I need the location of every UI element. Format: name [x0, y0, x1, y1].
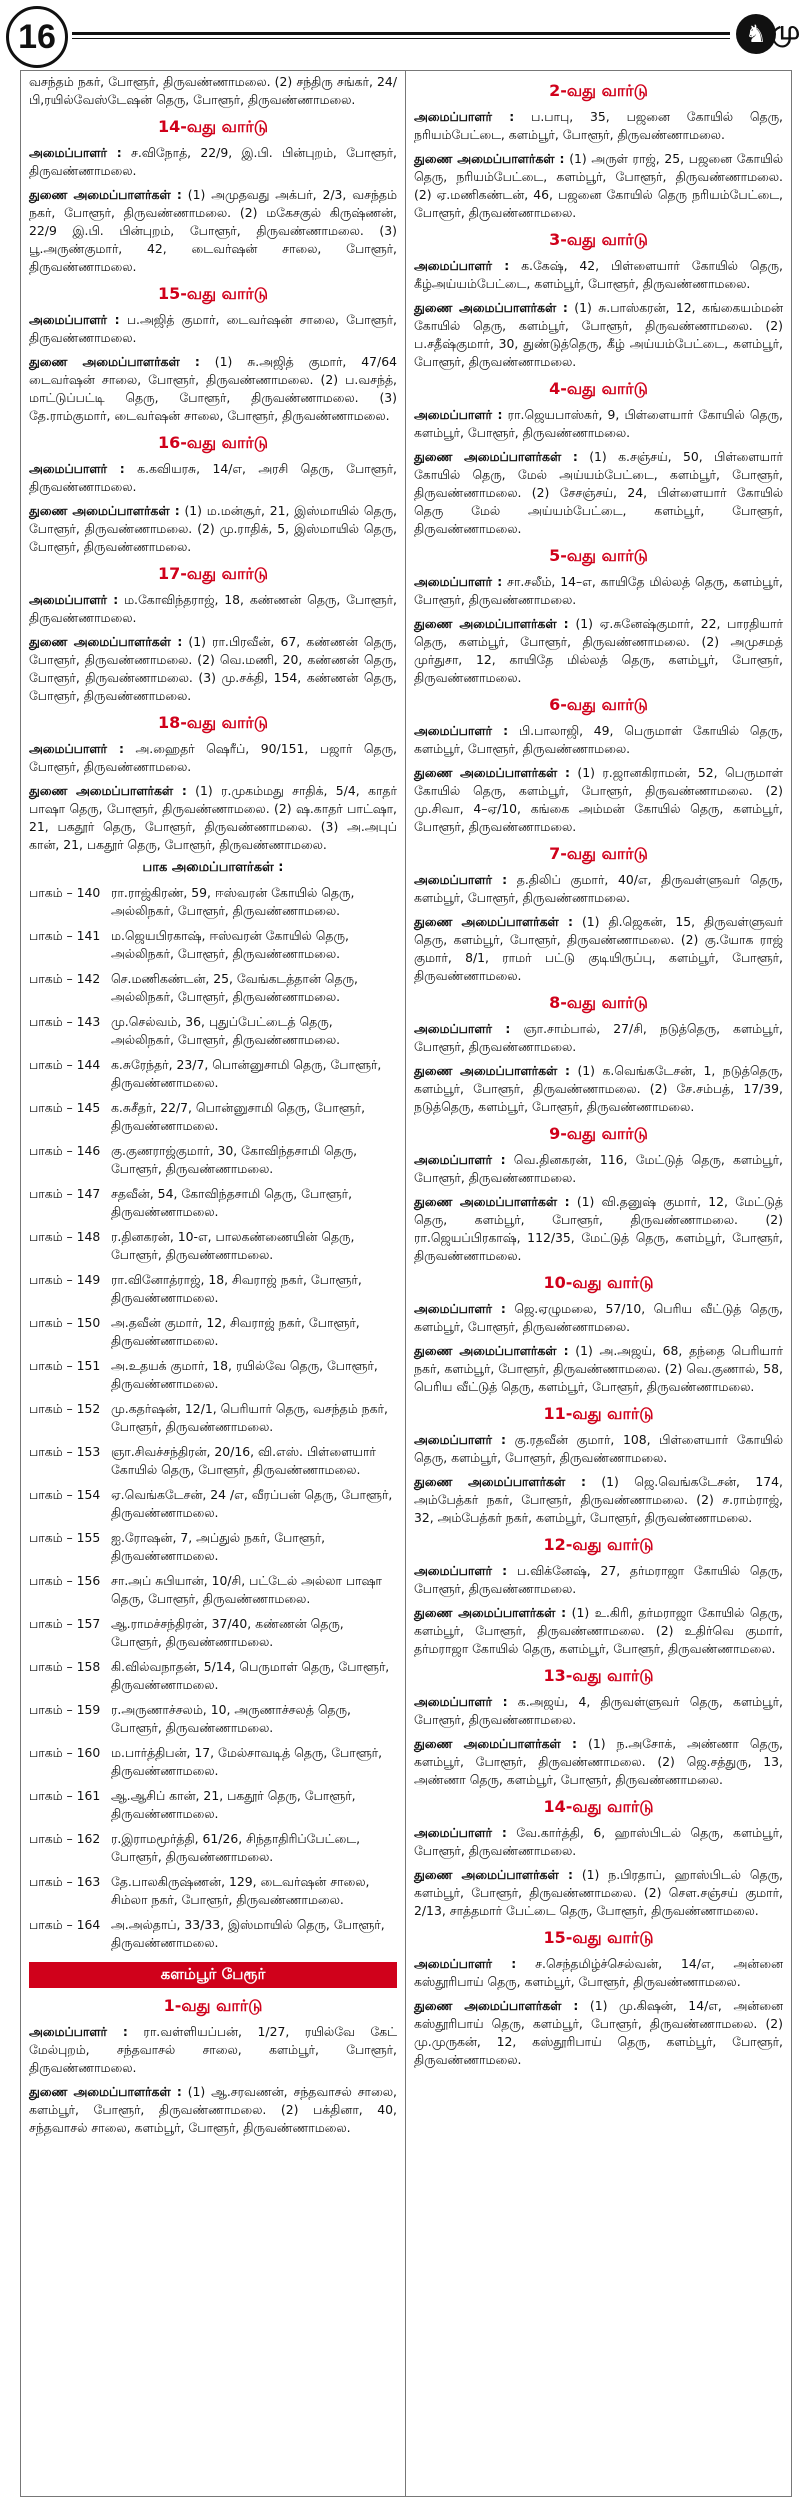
- ward-heading: 9-வது வார்டு: [549, 1124, 648, 1143]
- booth-organiser: கி.வில்வநாதன், 5/14, பெருமாள் தெரு, போளூர், திருவண்ணாமலை.: [111, 1659, 390, 1692]
- ward-organiser: [414, 871, 783, 907]
- booth-row: [29, 1615, 397, 1651]
- booth-number: பாகம் – 159: [29, 1702, 101, 1717]
- organiser-details: ப.அஜித் குமார், டைவர்ஷன் சாலை, போளூர், திருவண்ணாமலை.: [29, 312, 397, 345]
- booth-number: பாகம் – 153: [29, 1444, 101, 1459]
- ward-heading: 6-வது வார்டு: [549, 695, 648, 714]
- organiser-details: ம.கோவிந்தராஜ், 18, கண்ணன் தெரு, போளூர், திருவண்ணாமலை.: [29, 592, 397, 625]
- ward-heading: 7-வது வார்டு: [549, 844, 648, 863]
- ward-heading: 12-வது வார்டு: [543, 1535, 654, 1554]
- deputies-details: (1) ந.பிரதாப், ஹாஸ்பிடல் தெரு, களம்பூர், போளூர், திருவண்ணாமலை. (2) செள.சஞ்சய் குமார், 2/13, சாத்தமார் பேட்டை தெரு, போளூர், திருவண்ணாமலை.: [414, 1867, 783, 1918]
- deputies-details: (1) ந.அசோக், அண்ணா தெரு, களம்பூர், போளூர், திருவண்ணாமலை. (2) ஜெ.சத்துரு, 13, அண்ணா தெரு, களம்பூர், போளூர், திருவண்ணாமலை.: [414, 1736, 783, 1787]
- booth-number: பாகம் – 157: [29, 1616, 101, 1631]
- organiser-label: அமைப்பாளர் :: [414, 1694, 508, 1709]
- organiser-label: அமைப்பாளர் :: [414, 723, 509, 738]
- deputies-label: துணை அமைப்பாளர்கள் :: [414, 1343, 569, 1358]
- deputies-details: (1) சு.பாஸ்கரன், 12, கங்கையம்மன் கோயில் தெரு, களம்பூர், போளூர், திருவண்ணாமலை. (2) ப.சதீஷ்குமார், 30, துண்டுத்தெரு, கீழ் அய்யம்பேட்டை, களம்பூர், போளூர், திருவண்ணாமலை.: [414, 300, 783, 369]
- booth-row: [29, 1873, 397, 1909]
- deputies-label: துணை அமைப்பாளர்கள் :: [414, 914, 573, 929]
- organiser-label: அமைப்பாளர் :: [414, 1956, 517, 1971]
- deputies-label: துணை அமைப்பாளர்கள் :: [29, 503, 180, 518]
- organiser-details: ச.விநோத், 22/9, இ.பி. பின்புறம், போளூர், திருவண்ணாமலை.: [29, 145, 397, 178]
- ward-deputies: [414, 1604, 783, 1658]
- masthead-fragment: மு: [771, 16, 800, 46]
- organiser-label: அமைப்பாளர் :: [29, 592, 119, 607]
- booth-number: பாகம் – 158: [29, 1659, 101, 1674]
- booth-row: [29, 1787, 397, 1823]
- ward-deputies: [414, 615, 783, 687]
- booth-organiser: அ.தவீன் குமார், 12, சிவராஜ் நகர், போளூர், திருவண்ணாமலை.: [111, 1315, 360, 1348]
- header-rule-thin: [72, 38, 730, 39]
- ward-deputies: [414, 1193, 783, 1265]
- organiser-label: அமைப்பாளர் :: [414, 574, 503, 589]
- header-rule: [72, 32, 730, 35]
- organiser-details: ரா.ஜெயபாஸ்கர், 9, பிள்ளையார் கோயில் தெரு, களம்பூர், போளூர், திருவண்ணாமலை.: [414, 407, 783, 440]
- ward-organiser: [414, 722, 783, 758]
- ward-deputies: [29, 2083, 397, 2137]
- ward-heading: 5-வது வார்டு: [549, 546, 648, 565]
- deputies-details: (1) க.சஞ்சய், 50, பிள்ளையார் கோயில் தெரு, மேல் அய்யம்பேட்டை, களம்பூர், போளூர், திருவண்ணாமலை. (2) சேசஞ்சய், 24, பிள்ளையார் கோயில் தெரு மேல் அய்யம்பேட்டை, களம்பூர், போளூர், திருவண்ணாமலை.: [414, 449, 783, 536]
- deputies-details: (1) மு.கிஷன், 14/எ, அன்னை கஸ்தூரிபாய் தெரு, களம்பூர், போளூர், திருவண்ணாமலை. (2) மு.முருகன், 12, கஸ்தூரிபாய் தெரு, களம்பூர், போளூர், திருவண்ணாமலை.: [414, 1998, 783, 2067]
- booth-number: பாகம் – 150: [29, 1315, 101, 1330]
- booth-number: பாகம் – 142: [29, 971, 101, 986]
- booth-row: [29, 1744, 397, 1780]
- ward-heading: 3-வது வார்டு: [549, 230, 648, 249]
- booth-row: [29, 1658, 397, 1694]
- booth-row: [29, 1314, 397, 1350]
- organiser-label: அமைப்பாளர் :: [29, 145, 122, 160]
- booth-row: [29, 1271, 397, 1307]
- booth-number: பாகம் – 155: [29, 1530, 101, 1545]
- booth-number: பாகம் – 148: [29, 1229, 101, 1244]
- booth-row: [29, 884, 397, 920]
- booth-row: [29, 1443, 397, 1479]
- organiser-label: அமைப்பாளர் :: [414, 1432, 507, 1447]
- organiser-details: க.அஜய், 4, திருவள்ளுவர் தெரு, களம்பூர், போளூர், திருவண்ணாமலை.: [414, 1694, 783, 1727]
- ward-heading: 8-வது வார்டு: [549, 993, 648, 1012]
- organiser-details: சா.சலீம், 14–எ, காயிதே மில்லத் தெரு, களம்பூர், போளூர், திருவண்ணாமலை.: [414, 574, 783, 607]
- organiser-label: அமைப்பாளர் :: [414, 1152, 506, 1167]
- booth-organiser: தே.பாலகிருஷ்ணன், 129, டைவர்ஷன் சாலை, சிம்லா நகர், போளூர், திருவண்ணாமலை.: [111, 1874, 370, 1907]
- ward-heading: 17-வது வார்டு: [158, 564, 268, 583]
- deputies-label: துணை அமைப்பாளர்கள் :: [29, 634, 183, 649]
- organiser-label: அமைப்பாளர் :: [414, 407, 503, 422]
- deputies-details: (1) ரா.பிரவீன், 67, கண்ணன் தெரு, போளூர், திருவண்ணாமலை. (2) வெ.மணி, 20, கண்ணன் தெரு, போளூர், திருவண்ணாமலை. (3) மு.சக்தி, 154, கண்ணன் தெரு, போளூர், திருவண்ணாமலை.: [29, 634, 397, 703]
- booth-number: பாகம் – 144: [29, 1057, 101, 1072]
- organiser-details: ப.பாபு, 35, பஜனை கோயில் தெரு, நரியம்பேட்டை, களம்பூர், போளூர், திருவண்ணாமலை.: [414, 109, 783, 142]
- booth-number: பாகம் – 149: [29, 1272, 101, 1287]
- booth-row: [29, 1099, 397, 1135]
- booth-row: [29, 1185, 397, 1221]
- deputies-label: துணை அமைப்பாளர்கள் :: [414, 1998, 579, 2013]
- article-body: [20, 70, 792, 2497]
- deputies-details: (1) வி.தனுஷ் குமார், 12, மேட்டுத் தெரு, களம்பூர், போளூர், திருவண்ணாமலை. (2) ரா.ஜெயப்பிரகாஷ், 112/35, மேட்டுத் தெரு, களம்பூர், போளூர், திருவண்ணாமலை.: [414, 1194, 783, 1263]
- deputies-label: துணை அமைப்பாளர்கள் :: [414, 1474, 586, 1489]
- booth-organiser: க.சுசீதர், 22/7, பொன்னுசாமி தெரு, போளூர், திருவண்ணாமலை.: [111, 1100, 366, 1133]
- booth-number: பாகம் – 151: [29, 1358, 101, 1373]
- booth-number: பாகம் – 146: [29, 1143, 101, 1158]
- deputies-label: துணை அமைப்பாளர்கள் :: [414, 765, 570, 780]
- ward-heading: 10-வது வார்டு: [543, 1273, 654, 1292]
- booth-organiser: சா.அப் சுபியான், 10/சி, பட்டேல் அல்லா பாஷா தெரு, போளூர், திருவண்ணாமலை.: [111, 1573, 382, 1606]
- ward-heading: 15-வது வார்டு: [158, 284, 268, 303]
- ward-deputies: [414, 1997, 783, 2069]
- ward-heading: 2-வது வார்டு: [549, 81, 648, 100]
- booth-organiser: மு.கதர்ஷன், 12/1, பெரியார் தெரு, வசந்தம் நகர், போளூர், திருவண்ணாமலை.: [111, 1401, 388, 1434]
- organiser-label: அமைப்பாளர் :: [29, 461, 125, 476]
- ward-organiser: [414, 108, 783, 144]
- ward-heading: 16-வது வார்டு: [158, 433, 268, 452]
- ward-organiser: [414, 1151, 783, 1187]
- intro-paragraph: வசந்தம் நகர், போளூர், திருவண்ணாமலை. (2) சந்திரு சங்கர், 24/பி,ரயில்வேஸ்டேஷன் தெரு, போளூர், திருவண்ணாமலை.: [29, 74, 397, 107]
- ward-heading: 11-வது வார்டு: [543, 1404, 654, 1423]
- booth-row: [29, 970, 397, 1006]
- booth-organiser: ரா.ராஜ்கிரண், 59, ஈஸ்வரன் கோயில் தெரு, அல்லிநகர், போளூர், திருவண்ணாமலை.: [111, 885, 355, 918]
- deputies-label: துணை அமைப்பாளர்கள் :: [29, 2084, 182, 2099]
- booth-organiser: செ.மணிகண்டன், 25, வேங்கடத்தான் தெரு, அல்லிநகர், போளூர், திருவண்ணாமலை.: [111, 971, 358, 1004]
- deputies-label: துணை அமைப்பாளர்கள் :: [414, 1867, 573, 1882]
- booth-row: [29, 1916, 397, 1952]
- ward-heading: 13-வது வார்டு: [543, 1666, 654, 1685]
- ward-organiser: [414, 257, 783, 293]
- booth-organiser: சதவீன், 54, கோவிந்தசாமி தெரு, போளூர், திருவண்ணாமலை.: [111, 1186, 353, 1219]
- booth-organiser: ரா.வினோத்ராஜ், 18, சிவராஜ் நகர், போளூர், திருவண்ணாமலை.: [111, 1272, 362, 1305]
- organiser-details: ச.செந்தமிழ்ச்செல்வன், 14/எ, அன்னை கஸ்தூரிபாய் தெரு, களம்பூர், போளூர், திருவண்ணாமலை.: [414, 1956, 783, 1989]
- booth-row: [29, 1486, 397, 1522]
- organiser-details: ஜெ.ஏழுமலை, 57/10, பெரிய வீட்டுத் தெரு, களம்பூர், போளூர், திருவண்ணாமலை.: [414, 1301, 783, 1334]
- booth-row: [29, 1056, 397, 1092]
- deputies-label: துணை அமைப்பாளர்கள் :: [414, 1736, 578, 1751]
- ward-deputies: [29, 633, 397, 705]
- deputies-details: (1) ஜெ.வெங்கடேசன், 174, அம்பேத்கர் நகர், போளூர், திருவண்ணாமலை. (2) ச.ராம்ராஜ், 32, அம்பேத்கர் நகர், களம்பூர், போளூர், திருவண்ணாமலை.: [414, 1474, 783, 1525]
- booth-row: [29, 1572, 397, 1608]
- ward-deputies: [29, 782, 397, 854]
- page-number: 16: [6, 6, 68, 68]
- booth-organiser: அ.உதயக் குமார், 18, ரயில்வே தெரு, போளூர், திருவண்ணாமலை.: [111, 1358, 378, 1391]
- ward-organiser: [414, 1300, 783, 1336]
- ward-heading: 4-வது வார்டு: [549, 379, 648, 398]
- deputies-label: துணை அமைப்பாளர்கள் :: [414, 1605, 567, 1620]
- ward-organiser: [29, 591, 397, 627]
- booth-number: பாகம் – 163: [29, 1874, 101, 1889]
- organiser-details: ஞா.சாம்பால், 27/சி, நடுத்தெரு, களம்பூர், போளூர், திருவண்ணாமலை.: [414, 1021, 783, 1054]
- booth-row: [29, 1400, 397, 1436]
- right-column: [406, 71, 791, 2496]
- deputies-label: துணை அமைப்பாளர்கள் :: [414, 1063, 570, 1078]
- deputies-label: துணை அமைப்பாளர்கள் :: [29, 187, 182, 202]
- booth-row: [29, 1013, 397, 1049]
- booth-organiser: ஆ.ராமச்சந்திரன், 37/40, கண்ணன் தெரு, போளூர், திருவண்ணாமலை.: [111, 1616, 344, 1649]
- booth-number: பாகம் – 160: [29, 1745, 101, 1760]
- ward-deputies: [414, 448, 783, 538]
- organiser-label: அமைப்பாளர் :: [414, 1301, 506, 1316]
- booth-row: [29, 1830, 397, 1866]
- left-column: [21, 71, 406, 2496]
- deputies-details: (1) ர.முகம்மது சாதிக், 5/4, காதர் பாஷா தெரு, போளூர், திருவண்ணாமலை. (2) ஷ.காதர் பாட்ஷா, 21, பகதூர் தெரு, போளூர், திருவண்ணாமலை. (3) அ.அபுப் கான், 21, பகதூர் தெரு, போளூர், திருவண்ணாமலை.: [29, 783, 397, 852]
- ward-organiser: [414, 1955, 783, 1991]
- organiser-details: வெ.தினகரன், 116, மேட்டுத் தெரு, களம்பூர், போளூர், திருவண்ணாமலை.: [414, 1152, 783, 1185]
- organiser-details: க.கேஷ், 42, பிள்ளையார் கோயில் தெரு, கீழ்அய்யம்பேட்டை, களம்பூர், போளூர், திருவண்ணாமலை.: [414, 258, 783, 291]
- booth-number: பாகம் – 154: [29, 1487, 101, 1502]
- organiser-details: ரா.வள்ளியப்பன், 1/27, ரயில்வே கேட் மேல்புறம், சந்தவாசல் சாலை, களம்பூர், போளூர், திருவண்ணாமலை.: [29, 2024, 397, 2075]
- organiser-label: அமைப்பாளர் :: [414, 109, 515, 124]
- ward-deputies: [414, 1062, 783, 1116]
- elephant-logo-icon: ♞: [736, 14, 776, 54]
- organiser-label: அமைப்பாளர் :: [414, 1825, 507, 1840]
- ward-organiser: [414, 1562, 783, 1598]
- ward-deputies: [414, 1735, 783, 1789]
- ward-organiser: [29, 460, 397, 496]
- ward-deputies: [414, 913, 783, 985]
- ward-heading: 1-வது வார்டு: [163, 1996, 263, 2015]
- organiser-details: அ.ஹைதர் ஷெரீப், 90/151, பஜார் தெரு, போளூர், திருவண்ணாமலை.: [29, 741, 397, 774]
- ward-organiser: [414, 1693, 783, 1729]
- booth-organiser: ம.ஜெயபிரகாஷ், ஈஸ்வரன் கோயில் தெரு, அல்லிநகர், போளூர், திருவண்ணாமலை.: [111, 928, 349, 961]
- booth-organiser: கு.குணராஜ்குமார், 30, கோவிந்தசாமி தெரு, போளூர், திருவண்ணாமலை.: [111, 1143, 358, 1176]
- organiser-details: க.கவியரசு, 14/எ, அரசி தெரு, போளூர், திருவண்ணாமலை.: [29, 461, 397, 494]
- ward-organiser: [29, 144, 397, 180]
- deputies-details: (1) அமுதவது அக்பர், 2/3, வசந்தம் நகர், போளூர், திருவண்ணாமலை. (2) மகேசகுல் கிருஷ்ணன், 22/9 இ.பி. பின்புறம், போளூர், திருவண்ணாமலை. (3) பூ.அருண்குமார், 42, டைவர்ஷன் சாலை, போளூர், திருவண்ணாமலை.: [29, 187, 397, 274]
- organiser-label: அமைப்பாளர் :: [29, 312, 120, 327]
- organiser-details: பி.பாலாஜி, 49, பெருமாள் கோயில் தெரு, களம்பூர், போளூர், திருவண்ணாமலை.: [414, 723, 783, 756]
- section-banner: களம்பூர் பேரூர்: [29, 1962, 397, 1988]
- ward-organiser: [414, 1020, 783, 1056]
- booth-row: [29, 1529, 397, 1565]
- ward-organiser: [29, 311, 397, 347]
- organiser-label: அமைப்பாளர் :: [29, 2024, 128, 2039]
- booth-organiser: மு.செல்வம், 36, புதுப்பேட்டைத் தெரு, அல்லிநகர், போளூர், திருவண்ணாமலை.: [111, 1014, 341, 1047]
- section-subheading: பாக அமைப்பாளர்கள் :: [142, 860, 284, 875]
- deputies-label: துணை அமைப்பாளர்கள் :: [29, 354, 200, 369]
- deputies-details: (1) ர.ஜானகிராமன், 52, பெருமாள் கோயில் தெரு, களம்பூர், போளூர், திருவண்ணாமலை. (2) மு.சிவா, 4–ஏ/10, கங்கை அம்மன் கோயில் தெரு, களம்பூர், போளூர், திருவண்ணாமலை.: [414, 765, 783, 834]
- booth-organiser: ர.இராமமூர்த்தி, 61/26, சிந்தாதிரிப்பேட்டை, போளூர், திருவண்ணாமலை.: [111, 1831, 361, 1864]
- ward-deputies: [29, 186, 397, 276]
- booth-number: பாகம் – 152: [29, 1401, 101, 1416]
- booth-row: [29, 1357, 397, 1393]
- booth-organiser: ம.பார்த்திபன், 17, மேல்சாவடித் தெரு, போளூர், திருவண்ணாமலை.: [111, 1745, 383, 1778]
- booth-organiser: அ.அல்தாப், 33/33, இஸ்மாயில் தெரு, போளூர், திருவண்ணாமலை.: [111, 1917, 385, 1950]
- ward-heading: 14-வது வார்டு: [158, 117, 268, 136]
- deputies-details: (1) சு.அஜித் குமார், 47/64 டைவர்ஷன் சாலை, போளூர், திருவண்ணாமலை. (2) ப.வசந்த், மாட்டுப்பட்டி தெரு, போளூர், திருவண்ணாமலை. (3) தே.ராம்குமார், டைவர்ஷன் சாலை, போளூர், திருவண்ணாமலை.: [29, 354, 397, 423]
- booth-number: பாகம் – 145: [29, 1100, 101, 1115]
- deputies-details: (1) ம.மன்சூர், 21, இஸ்மாயில் தெரு, போளூர், திருவண்ணாமலை. (2) மு.ராதிக், 5, இஸ்மாயில் தெரு, போளூர், திருவண்ணாமலை.: [29, 503, 397, 554]
- deputies-details: (1) ஆ.சரவணன், சந்தவாசல் சாலை, களம்பூர், போளூர், திருவண்ணாமலை. (2) பக்தினா, 40, சந்தவாசல் சாலை, களம்பூர், போளூர், திருவண்ணாமலை.: [29, 2084, 397, 2135]
- ward-deputies: [414, 764, 783, 836]
- organiser-details: வே.கார்த்தி, 6, ஹாஸ்பிடல் தெரு, களம்பூர், போளூர், திருவண்ணாமலை.: [414, 1825, 783, 1858]
- ward-deputies: [414, 299, 783, 371]
- booth-organiser: ஞா.சிவச்சந்திரன், 20/16, வி.எஸ். பிள்ளையார் கோயில் தெரு, போளூர், திருவண்ணாமலை.: [111, 1444, 376, 1477]
- ward-organiser: [414, 573, 783, 609]
- ward-organiser: [414, 1824, 783, 1860]
- organiser-details: கு.ரதவீன் குமார், 108, பிள்ளையார் கோயில் தெரு, களம்பூர், போளூர், திருவண்ணாமலை.: [414, 1432, 783, 1465]
- deputies-label: துணை அமைப்பாளர்கள் :: [29, 783, 187, 798]
- ward-organiser: [414, 406, 783, 442]
- ward-deputies: [414, 1866, 783, 1920]
- ward-organiser: [29, 2023, 397, 2077]
- deputies-label: துணை அமைப்பாளர்கள் :: [414, 616, 569, 631]
- ward-deputies: [414, 1342, 783, 1396]
- ward-organiser: [29, 740, 397, 776]
- deputies-label: துணை அமைப்பாளர்கள் :: [414, 449, 578, 464]
- booth-number: பாகம் – 164: [29, 1917, 101, 1932]
- ward-deputies: [29, 502, 397, 556]
- ward-heading: 15-வது வார்டு: [543, 1928, 654, 1947]
- booth-organiser: ர.அருணாச்சலம், 10, அருணாச்சலத் தெரு, போளூர், திருவண்ணாமலை.: [111, 1702, 351, 1735]
- ward-deputies: [29, 353, 397, 425]
- booth-number: பாகம் – 140: [29, 885, 101, 900]
- organiser-label: அமைப்பாளர் :: [414, 872, 508, 887]
- deputies-details: (1) ஏ.சுனேஷ்குமார், 22, பாரதியார் தெரு, களம்பூர், போளூர், திருவண்ணாமலை. (2) அமுசமத் முர்துசா, 12, காயிதே மில்லத் தெரு, களம்பூர், போளூர், திருவண்ணாமலை.: [414, 616, 783, 685]
- deputies-details: (1) அருள் ராஜ், 25, பஜனை கோயில் தெரு, நரியம்பேட்டை, களம்பூர், போளூர், திருவண்ணாமலை. (2) ஏ.மணிகண்டன், 46, பஜனை கோயில் தெரு நரியம்பேட்டை, போளூர், திருவண்ணாமலை.: [414, 151, 783, 220]
- deputies-details: (1) அ.அஜய், 68, தந்தை பெரியார் நகர், களம்பூர், போளூர், திருவண்ணாமலை. (2) வெ.குணால், 58, பெரிய வீட்டுத் தெரு, களம்பூர், போளூர், திருவண்ணாமலை.: [414, 1343, 783, 1394]
- booth-organiser: ஆ.ஆசிப் கான், 21, பகதூர் தெரு, போளூர், திருவண்ணாமலை.: [111, 1788, 356, 1821]
- organiser-label: அமைப்பாளர் :: [29, 741, 124, 756]
- booth-row: [29, 1228, 397, 1264]
- booth-organiser: ஐ.ரோஷன், 7, அப்துல் நகர், போளூர், திருவண்ணாமலை.: [111, 1530, 326, 1563]
- deputies-details: (1) க.வெங்கடேசன், 1, நடுத்தெரு, களம்பூர், போளூர், திருவண்ணாமலை. (2) சே.சம்பத், 17/39, நடுத்தெரு, களம்பூர், போளூர், திருவண்ணாமலை.: [414, 1063, 783, 1114]
- booth-organiser: க.சுரேந்தர், 23/7, பொன்னுசாமி தெரு, போளூர், திருவண்ணாமலை.: [111, 1057, 382, 1090]
- deputies-details: (1) உ.கிரி, தர்மராஜா கோயில் தெரு, களம்பூர், போளூர், திருவண்ணாமலை. (2) உதிர்வெ குமார், தர்மராஜா கோயில் தெரு, களம்பூர், போளூர், திருவண்ணாமலை.: [414, 1605, 783, 1656]
- booth-organiser: ஏ.வெங்கடேசன், 24 /எ, வீரப்பன் தெரு, போளூர், திருவண்ணாமலை.: [111, 1487, 393, 1520]
- ward-organiser: [414, 1431, 783, 1467]
- ward-deputies: [414, 150, 783, 222]
- deputies-details: (1) தி.ஜெகன், 15, திருவள்ளுவர் தெரு, களம்பூர், போளூர், திருவண்ணாமலை. (2) கு.யோக ராஜ் குமார், 8/1, ராமர் பட்டு குடியிருப்பு, களம்பூர், போளூர், திருவண்ணாமலை.: [414, 914, 783, 983]
- booth-row: [29, 927, 397, 963]
- ward-heading: 18-வது வார்டு: [158, 713, 268, 732]
- booth-number: பாகம் – 156: [29, 1573, 101, 1588]
- booth-organiser: ர.தினகரன், 10-எ, பாலகண்ணையின் தெரு, போளூர், திருவண்ணாமலை.: [111, 1229, 355, 1262]
- deputies-label: துணை அமைப்பாளர்கள் :: [414, 1194, 570, 1209]
- ward-heading: 14-வது வார்டு: [543, 1797, 654, 1816]
- ward-deputies: [414, 1473, 783, 1527]
- booth-number: பாகம் – 143: [29, 1014, 101, 1029]
- booth-number: பாகம் – 161: [29, 1788, 101, 1803]
- booth-number: பாகம் – 162: [29, 1831, 101, 1846]
- organiser-details: த.திலிப் குமார், 40/எ, திருவள்ளுவர் தெரு, களம்பூர், போளூர், திருவண்ணாமலை.: [414, 872, 783, 905]
- organiser-details: ப.விக்னேஷ், 27, தர்மராஜா கோயில் தெரு, போளூர், திருவண்ணாமலை.: [414, 1563, 783, 1596]
- organiser-label: அமைப்பாளர் :: [414, 258, 510, 273]
- booth-row: [29, 1142, 397, 1178]
- organiser-label: அமைப்பாளர் :: [414, 1563, 508, 1578]
- deputies-label: துணை அமைப்பாளர்கள் :: [414, 151, 565, 166]
- page-header: [0, 0, 800, 70]
- booth-number: பாகம் – 141: [29, 928, 101, 943]
- booth-number: பாகம் – 147: [29, 1186, 101, 1201]
- organiser-label: அமைப்பாளர் :: [414, 1021, 511, 1036]
- booth-row: [29, 1701, 397, 1737]
- deputies-label: துணை அமைப்பாளர்கள் :: [414, 300, 568, 315]
